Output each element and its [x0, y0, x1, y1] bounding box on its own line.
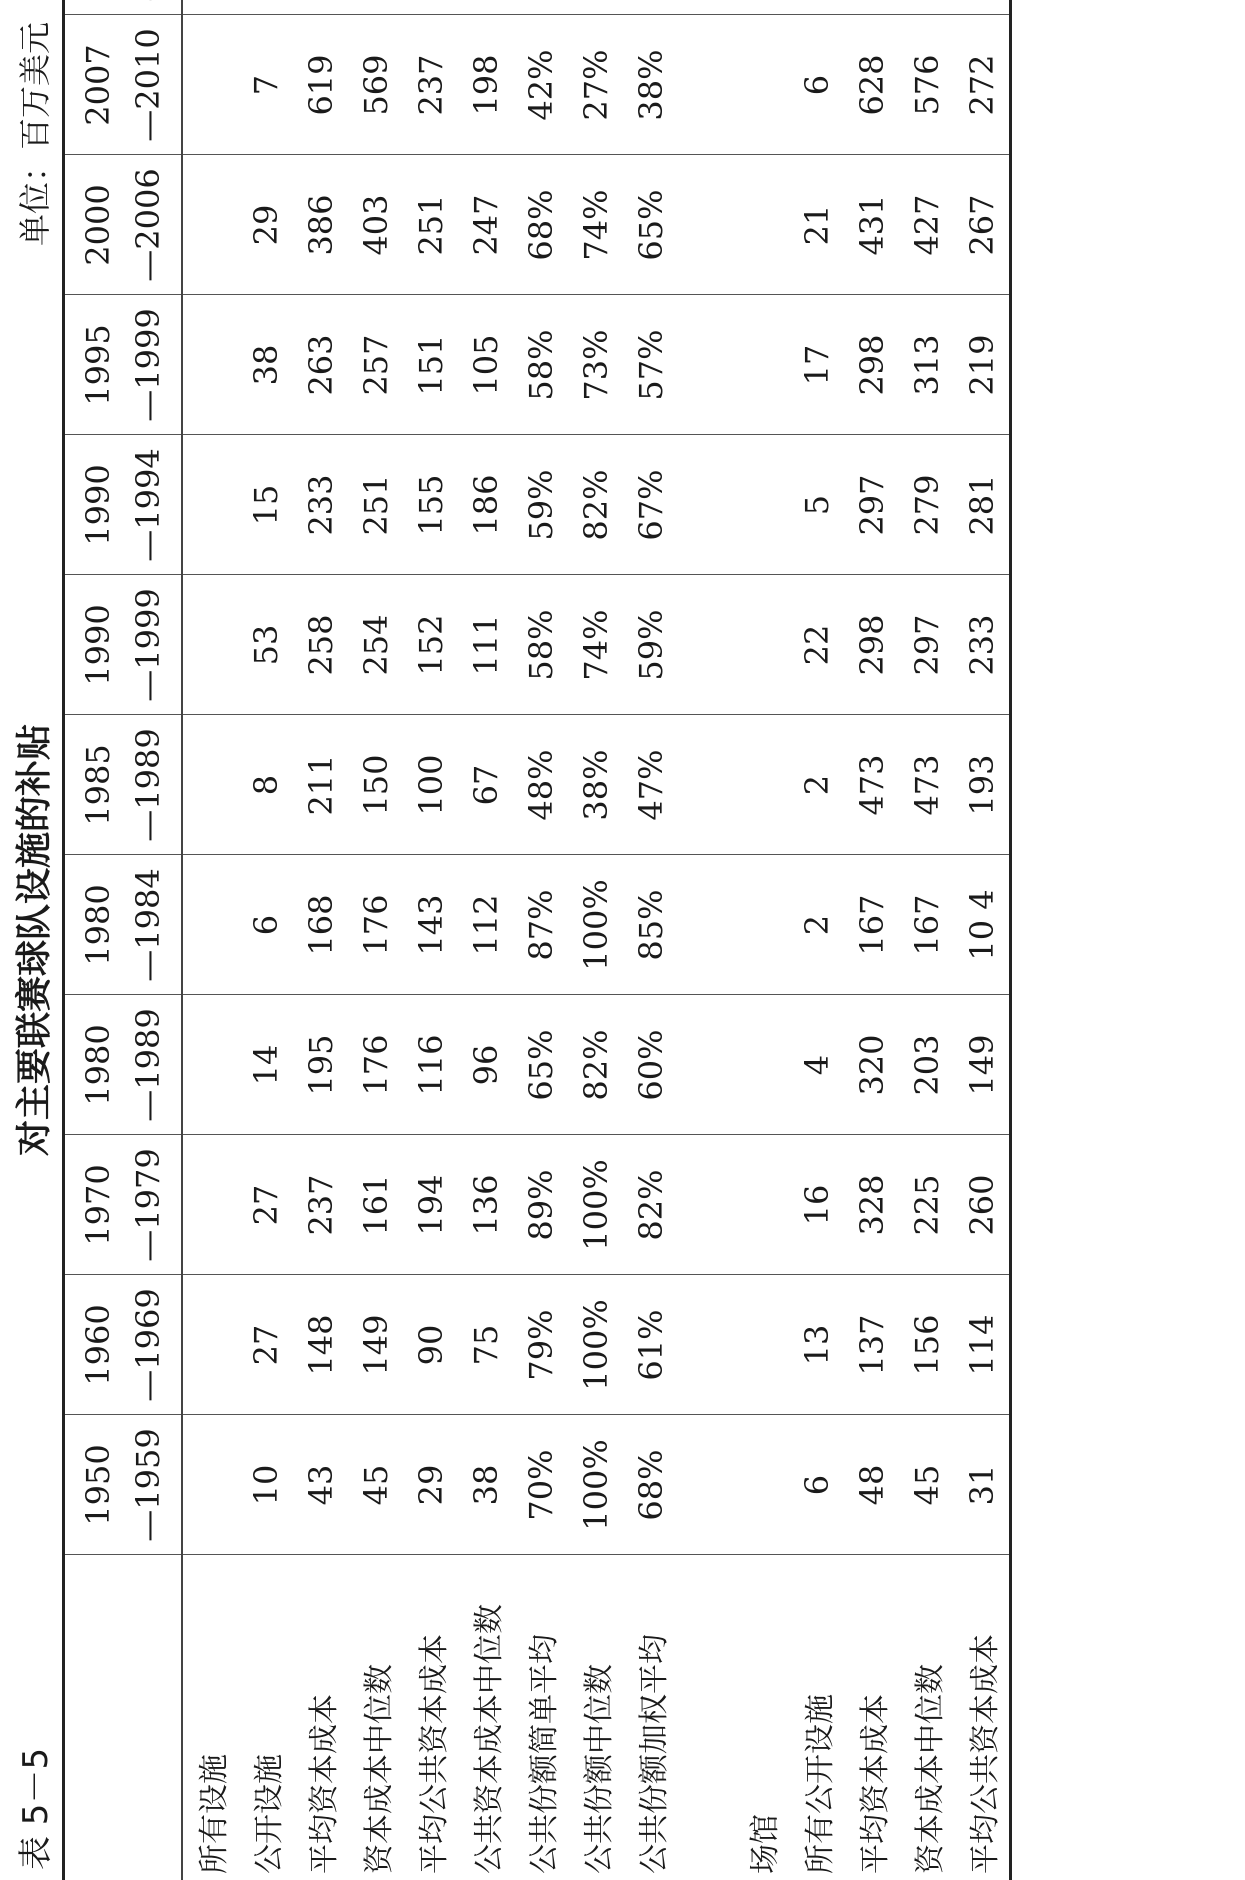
table-cell: 272 — [954, 15, 1011, 155]
row-label: 公共份额简单平均 — [526, 1634, 562, 1874]
row-label: 公共份额加权平均 — [636, 1634, 672, 1874]
table-cell — [568, 0, 623, 15]
table-cell: 45 — [899, 1415, 954, 1555]
table-cell: 27 — [238, 1135, 293, 1275]
table-cell: 100% — [568, 855, 623, 995]
table-cell: 87% — [513, 855, 568, 995]
table-cell: 6 — [789, 15, 844, 155]
table-cell: 161 — [348, 1135, 403, 1275]
period-header — [64, 575, 183, 715]
table-row — [403, 0, 458, 1880]
table-cell: 251 — [403, 155, 458, 295]
table-cell: 237 — [403, 15, 458, 155]
period-start: 1990 — [79, 464, 117, 546]
table-cell: 260 — [954, 1135, 1011, 1275]
table-cell: 13 — [789, 1275, 844, 1415]
table-cell: 569 — [348, 15, 403, 155]
table-row — [348, 0, 403, 1880]
table-cell: 281 — [954, 435, 1011, 575]
period-header — [64, 435, 183, 575]
table-cell: 403 — [348, 155, 403, 295]
table-cell: 38% — [568, 715, 623, 855]
table-cell — [238, 0, 293, 15]
table-cell: 38 — [458, 1415, 513, 1555]
table-cell: 151 — [403, 295, 458, 435]
table-cell: 258 — [293, 575, 348, 715]
period-end: —1999 — [129, 308, 167, 422]
period-header-row — [64, 0, 183, 1880]
table-body — [182, 0, 1011, 1880]
table-cell: 263 — [293, 295, 348, 435]
table-cell: 17 — [789, 295, 844, 435]
table-cell: 53 — [238, 575, 293, 715]
table-cell: 149 — [348, 1275, 403, 1415]
table-cell: 176 — [348, 995, 403, 1135]
period-header — [64, 155, 183, 295]
section-title: 所有设施 — [196, 1754, 232, 1874]
table-cell: 48 — [844, 1415, 899, 1555]
table-row — [238, 0, 293, 1880]
table-cell: 7 — [238, 15, 293, 155]
table-cell: 6 — [789, 1415, 844, 1555]
table-cell: 619 — [293, 15, 348, 155]
table-cell: 194 — [403, 1135, 458, 1275]
table-row — [623, 0, 678, 1880]
table-cell — [899, 0, 954, 15]
table-cell: 38% — [623, 15, 678, 155]
table-cell: 96 — [458, 995, 513, 1135]
period-end: —1959 — [129, 1428, 167, 1542]
table-cell: 279 — [899, 435, 954, 575]
table-cell: 427 — [899, 155, 954, 295]
table-cell: 89% — [513, 1135, 568, 1275]
period-header — [64, 0, 183, 15]
table-cell: 233 — [954, 575, 1011, 715]
table-cell: 10 4 — [954, 855, 1011, 995]
period-header — [64, 1275, 183, 1415]
unit-note: 单位：百万美元 — [16, 22, 54, 247]
period-header — [64, 1415, 183, 1555]
table-cell: 60% — [623, 995, 678, 1135]
table-cell — [293, 0, 348, 15]
period-end: —1989 — [129, 1008, 167, 1122]
period-start — [73, 0, 123, 15]
row-label: 所有公开设施 — [802, 1694, 838, 1874]
table-cell — [348, 0, 403, 15]
table-cell: 431 — [844, 155, 899, 295]
table-cell: 150 — [348, 715, 403, 855]
table-cell: 100 — [403, 715, 458, 855]
table-cell: 48% — [513, 715, 568, 855]
period-header — [64, 1135, 183, 1275]
table-cell — [844, 0, 899, 15]
table-cell: 111 — [458, 575, 513, 715]
table-cell: 176 — [348, 855, 403, 995]
table-cell: 16 — [789, 1135, 844, 1275]
table-cell: 67 — [458, 715, 513, 855]
row-label: 公共资本成本中位数 — [471, 1604, 507, 1874]
section-heading-row — [182, 0, 238, 1880]
table-cell: 29 — [238, 155, 293, 295]
table-cell: 42% — [513, 15, 568, 155]
period-header — [64, 855, 183, 995]
table-cell: 59% — [513, 435, 568, 575]
row-label: 平均公共资本成本 — [416, 1634, 452, 1874]
table-cell: 167 — [844, 855, 899, 995]
table-row — [458, 0, 513, 1880]
table-cell: 29 — [403, 1415, 458, 1555]
table-cell: 233 — [293, 435, 348, 575]
table-row — [789, 0, 844, 1880]
row-label: 平均公共资本成本 — [954, 1555, 1011, 1880]
row-label: 资本成本中位数 — [912, 1664, 948, 1874]
period-end: —1999 — [129, 588, 167, 702]
table-cell — [458, 0, 513, 15]
table-cell: 82% — [623, 1135, 678, 1275]
subsidy-table — [62, 0, 1012, 1880]
table-cell: 14 — [238, 995, 293, 1135]
period-start: 1960 — [79, 1304, 117, 1386]
period-header — [64, 715, 183, 855]
period-start: 1980 — [79, 884, 117, 966]
table-cell: 27% — [568, 15, 623, 155]
table-cell: 4 — [789, 995, 844, 1135]
period-end: —1969 — [129, 1288, 167, 1402]
table-cell: 74% — [568, 155, 623, 295]
table-cell: 100% — [568, 1275, 623, 1415]
table-cell: 70% — [513, 1415, 568, 1555]
period-start: 1950 — [79, 1444, 117, 1526]
table-cell: 211 — [293, 715, 348, 855]
table-cell: 105 — [458, 295, 513, 435]
section-title: 场馆 — [747, 1814, 783, 1874]
table-row — [293, 0, 348, 1880]
table-cell: 2 — [789, 715, 844, 855]
table-cell: 320 — [844, 995, 899, 1135]
period-end: —1984 — [129, 868, 167, 982]
table-cell: 143 — [403, 855, 458, 995]
table-cell: 82% — [568, 995, 623, 1135]
table-row — [954, 0, 1011, 1880]
table-cell: 45 — [348, 1415, 403, 1555]
table-cell: 100% — [568, 1415, 623, 1555]
table-cell: 85% — [623, 855, 678, 995]
period-header — [64, 995, 183, 1135]
table-title: 对主要联赛球队设施的补贴 — [14, 724, 55, 1157]
table-cell: 114 — [954, 1275, 1011, 1415]
table-cell: 298 — [844, 295, 899, 435]
table-cell: 90 — [403, 1275, 458, 1415]
table-cell: 473 — [899, 715, 954, 855]
table-cell: 68% — [513, 155, 568, 295]
table-cell: 74% — [568, 575, 623, 715]
table-cell: 67% — [623, 435, 678, 575]
table-cell: 82% — [568, 435, 623, 575]
table-cell: 576 — [899, 15, 954, 155]
table-cell: 167 — [899, 855, 954, 995]
table-cell — [789, 0, 844, 15]
table-row — [899, 0, 954, 1880]
table-cell: 75 — [458, 1275, 513, 1415]
row-label: 公开设施 — [251, 1754, 287, 1874]
table-cell: 186 — [458, 435, 513, 575]
table-row — [568, 0, 623, 1880]
table-cell: 225 — [899, 1135, 954, 1275]
period-end: —1989 — [129, 728, 167, 842]
table-cell: 58% — [513, 575, 568, 715]
table-cell: 628 — [844, 15, 899, 155]
row-label: 平均资本成本 — [857, 1694, 893, 1874]
table-cell: 47% — [623, 715, 678, 855]
table-cell: 297 — [844, 435, 899, 575]
table-cell: 61% — [623, 1275, 678, 1415]
period-start: 1970 — [79, 1164, 117, 1246]
table-cell: 219 — [954, 295, 1011, 435]
table-cell: 10 — [238, 1415, 293, 1555]
table-cell: 156 — [899, 1275, 954, 1415]
table-cell: 65% — [513, 995, 568, 1135]
table-cell: 148 — [293, 1275, 348, 1415]
table-row — [513, 0, 568, 1880]
table-cell: 8 — [238, 715, 293, 855]
section-spacer — [678, 0, 734, 1880]
table-number: 表 5－5 — [16, 1747, 56, 1870]
table-cell: 254 — [348, 575, 403, 715]
table-cell: 38 — [238, 295, 293, 435]
table-cell: 203 — [899, 995, 954, 1135]
row-label: 平均资本成本 — [306, 1694, 342, 1874]
table-cell: 297 — [899, 575, 954, 715]
header-corner — [64, 1555, 183, 1880]
table-cell: 116 — [403, 995, 458, 1135]
table-cell: 473 — [844, 715, 899, 855]
table-cell: 149 — [954, 995, 1011, 1135]
table-cell: 27 — [238, 1275, 293, 1415]
table-cell: 73% — [568, 295, 623, 435]
table-cell: 68% — [623, 1415, 678, 1555]
table-cell: 21 — [789, 155, 844, 295]
period-start: 1990 — [79, 604, 117, 686]
period-end — [123, 0, 173, 15]
table-cell: 136 — [458, 1135, 513, 1275]
table-cell: 193 — [954, 715, 1011, 855]
period-start: 2007 — [79, 44, 117, 126]
table-cell: 31 — [954, 1415, 1011, 1555]
table-cell: 195 — [293, 995, 348, 1135]
table-cell: 313 — [899, 295, 954, 435]
period-end: —2010 — [129, 28, 167, 142]
table-cell — [513, 0, 568, 15]
table-cell: 298 — [844, 575, 899, 715]
table-cell: 198 — [458, 15, 513, 155]
table-cell: 168 — [293, 855, 348, 995]
row-label: 公共份额中位数 — [581, 1664, 617, 1874]
table-cell: 386 — [293, 155, 348, 295]
table-cell: 22 — [789, 575, 844, 715]
table-cell: 65% — [623, 155, 678, 295]
table-cell: 57% — [623, 295, 678, 435]
table-cell: 100% — [568, 1135, 623, 1275]
table-cell — [623, 0, 678, 15]
table-cell: 79% — [513, 1275, 568, 1415]
table-cell: 247 — [458, 155, 513, 295]
table-cell: 6 — [238, 855, 293, 995]
table-cell: 137 — [844, 1275, 899, 1415]
table-cell: 251 — [348, 435, 403, 575]
table-cell: 15 — [238, 435, 293, 575]
table-cell — [403, 0, 458, 15]
period-start: 1995 — [79, 324, 117, 406]
table-cell: 155 — [403, 435, 458, 575]
table-cell: 59% — [623, 575, 678, 715]
table-cell: 257 — [348, 295, 403, 435]
table-cell: 5 — [789, 435, 844, 575]
period-start: 1985 — [79, 744, 117, 826]
table-cell: 112 — [458, 855, 513, 995]
period-header — [64, 295, 183, 435]
table-cell: 237 — [293, 1135, 348, 1275]
table-cell: 328 — [844, 1135, 899, 1275]
section-heading-row — [734, 0, 789, 1880]
table-row — [844, 0, 899, 1880]
page-header — [0, 0, 60, 1880]
period-end: —2006 — [129, 168, 167, 282]
period-start: 1980 — [79, 1024, 117, 1106]
period-end: —1979 — [129, 1148, 167, 1262]
period-header — [64, 15, 183, 155]
table-cell — [954, 0, 1011, 15]
period-start: 2000 — [79, 184, 117, 266]
row-label: 资本成本中位数 — [361, 1664, 397, 1874]
table-cell: 152 — [403, 575, 458, 715]
table-cell: 58% — [513, 295, 568, 435]
table-cell: 267 — [954, 155, 1011, 295]
period-end: —1994 — [129, 448, 167, 562]
table-cell: 43 — [293, 1415, 348, 1555]
table-cell: 2 — [789, 855, 844, 995]
